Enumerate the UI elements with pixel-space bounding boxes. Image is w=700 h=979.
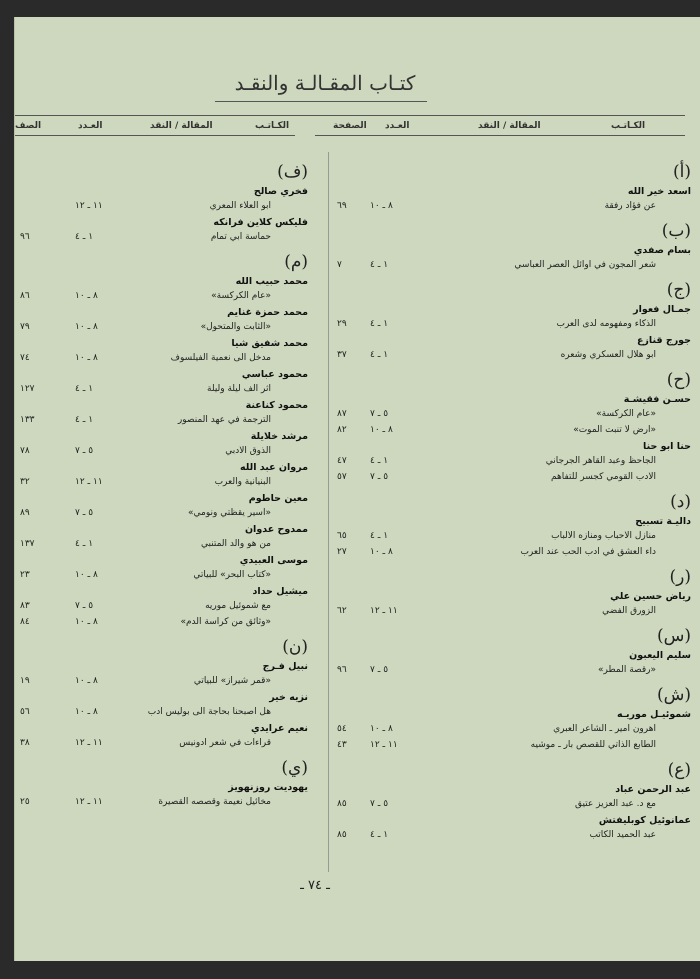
entry-row <box>15 291 700 305</box>
header-article-right: المقالة / النقد <box>478 121 541 131</box>
entry-page: ٢٣ <box>20 570 30 580</box>
entry-title: قراءات في شعر ادونيس <box>179 738 271 748</box>
entry-issue: ١١ ـ ١٢ <box>370 740 398 750</box>
entry-issue: ٥ ـ ٧ <box>370 472 389 482</box>
entry-page: ٩٦ <box>337 665 347 675</box>
entry-page: ٦٥ <box>337 531 347 541</box>
header-article-left: المقالة / النقد <box>150 121 213 131</box>
entry-row <box>15 724 700 738</box>
entry-issue: ٥ ـ ٧ <box>75 508 94 518</box>
entry-issue: ٨ ـ ١٠ <box>75 322 98 332</box>
section-letter: (ع) <box>667 760 691 780</box>
entry-title: ابو هلال العسكري وشعره <box>560 350 656 360</box>
entry-page: ٢٥ <box>20 797 30 807</box>
entry-row <box>15 617 700 631</box>
section-letter: (ن) <box>282 637 308 657</box>
entry-page: ٣٢ <box>20 477 30 487</box>
author-name: ميشيل حداد <box>252 586 308 597</box>
entry-row <box>15 601 700 615</box>
entry-issue: ١١ ـ ١٢ <box>75 477 103 487</box>
entry-title: عن فؤاد رفقة <box>604 201 656 211</box>
entry-page: ٨٥ <box>337 830 347 840</box>
author-name: فخري صالح <box>253 186 308 197</box>
entry-row <box>15 477 700 491</box>
author-name: نبيل فـرج <box>262 661 308 672</box>
entry-title: داء العشق في ادب الحب عند العرب <box>520 547 656 557</box>
author-name: جورج قنازع <box>636 335 691 346</box>
author-name: محمد شفيق شيا <box>231 338 308 349</box>
entry-title: «رقصة المطر» <box>598 665 656 675</box>
entry-page: ١٢٧ <box>20 384 35 394</box>
section-letter: (ف) <box>277 162 308 182</box>
author-name: معين حاطوم <box>248 493 308 504</box>
entry-issue: ٨ ـ ١٠ <box>75 570 98 580</box>
entry-page: ١٣٣ <box>20 415 35 425</box>
header-rule-top <box>15 115 685 116</box>
entry-issue: ١ ـ ٤ <box>370 319 389 329</box>
title-underline <box>215 101 427 102</box>
entry-title: «عام الكركسة» <box>211 291 271 301</box>
entry-row <box>15 415 700 429</box>
section-letter: (ر) <box>669 567 691 587</box>
entry-row <box>15 738 700 752</box>
entry-page: ٣٨ <box>20 738 30 748</box>
author-name: حسـن فقيشـة <box>623 394 691 405</box>
entry-issue: ٥ ـ ٧ <box>75 601 94 611</box>
entry-title: منازل الاحباب ومنازه الالباب <box>551 531 656 541</box>
header-page-right: الصفحة <box>333 121 367 131</box>
entry-page: ٨٤ <box>20 617 30 627</box>
entry-page: ٨٧ <box>337 409 347 419</box>
entry-page: ٥٦ <box>20 707 30 717</box>
author-name: فليكس كلاين فرانكه <box>213 217 308 228</box>
author-name: محمد حمزة غنايم <box>227 307 308 318</box>
entry-issue: ٥ ـ ٧ <box>370 799 389 809</box>
author-name: اسعد خير الله <box>627 186 691 197</box>
section-letter: (س) <box>656 626 691 646</box>
entry-title: شعر المجون في اوائل العصر العباسي <box>514 260 656 270</box>
entry-row <box>15 260 700 274</box>
author-name: يهوديت روزنهويز <box>228 782 308 793</box>
entry-title: ابو العلاء المعري <box>209 201 271 211</box>
entry-page: ٨٣ <box>20 601 30 611</box>
author-name: موسى العبيدي <box>239 555 308 566</box>
entry-issue: ٨ ـ ١٠ <box>370 425 393 435</box>
entry-page: ٥٤ <box>337 724 347 734</box>
section-letter: (ح) <box>666 370 691 390</box>
entry-title: مع شموئيل موريه <box>205 601 271 611</box>
author-name: محمد حبيب الله <box>235 276 308 287</box>
entry-issue: ٨ ـ ١٠ <box>75 291 98 301</box>
section-letter: (أ) <box>673 162 691 182</box>
entry-title: الزورق الفضي <box>602 606 656 616</box>
entry-page: ٨٦ <box>20 291 30 301</box>
section-letter: (ي) <box>281 758 308 778</box>
entry-title: الذكاء ومفهومه لدى العرب <box>556 319 656 329</box>
entry-title: حماسة ابي تمام <box>210 232 271 242</box>
header-issue-left: العـدد <box>78 121 103 131</box>
entry-issue: ١ ـ ٤ <box>370 830 389 840</box>
author-name: محمود كناعنة <box>245 400 308 411</box>
section-letter: (د) <box>670 492 691 512</box>
author-name: نزيه خير <box>269 692 308 703</box>
entry-issue: ٨ ـ ١٠ <box>370 724 393 734</box>
header-issue-right: العـدد <box>385 121 410 131</box>
entry-page: ١٣٧ <box>20 539 35 549</box>
entry-title: الجاحظ وعبد القاهر الجرجاني <box>545 456 656 466</box>
author-name: نعيم عرايدي <box>251 723 308 734</box>
entry-title: «ارض لا تنبت الموت» <box>573 425 656 435</box>
entry-issue: ٨ ـ ١٠ <box>75 617 98 627</box>
entry-title: «اسير يقظتي ونومي» <box>188 508 271 518</box>
entry-issue: ١ ـ ٤ <box>370 531 389 541</box>
page-number: ـ ٧٤ ـ <box>300 878 330 893</box>
entry-title: «الثابت والمتحول» <box>200 322 271 332</box>
entry-page: ٨٢ <box>337 425 347 435</box>
entry-issue: ١ ـ ٤ <box>75 415 94 425</box>
author-name: داليـة تسبيح <box>635 516 691 527</box>
entry-title: الذوق الادبي <box>225 446 271 456</box>
entry-title: اثر الف ليلة وليلة <box>207 384 271 394</box>
entry-issue: ٨ ـ ١٠ <box>75 353 98 363</box>
entry-title: «قمر شيراز» للبياتي <box>193 676 271 686</box>
header-rule-right <box>315 135 685 136</box>
document-page <box>14 17 700 961</box>
author-name: شموئيـل موريـه <box>616 709 691 720</box>
entry-title: اهرون امير ـ الشاعر العبري <box>553 724 656 734</box>
header-rule-left <box>15 135 295 136</box>
entry-issue: ١ ـ ٤ <box>75 384 94 394</box>
entry-issue: ١١ ـ ١٢ <box>75 797 103 807</box>
entry-title: «عام الكركسة» <box>596 409 656 419</box>
entry-row <box>15 539 700 553</box>
page-title: كتـاب المقـالـة والنقـد <box>234 71 416 95</box>
entry-row <box>15 322 700 336</box>
entry-row <box>15 353 700 367</box>
entry-title: «كتاب البحر» للبياتي <box>193 570 271 580</box>
entry-title: عبد الحميد الكاتب <box>589 830 656 840</box>
entry-page: ٤٣ <box>337 740 347 750</box>
entry-row <box>15 508 700 522</box>
author-name: سليم اليعبون <box>629 650 691 661</box>
entry-title: الادب القومي كجسر للتفاهم <box>550 472 656 482</box>
entry-title: هل اصبحنا بحاجة الى بوليس ادب <box>147 707 271 717</box>
section-letter: (ش) <box>656 685 691 705</box>
section-letter: (ب) <box>661 221 691 241</box>
entry-page: ٨٥ <box>337 799 347 809</box>
section-letter: (م) <box>284 252 308 272</box>
entry-issue: ٨ ـ ١٠ <box>75 676 98 686</box>
entry-issue: ١ ـ ٤ <box>75 232 94 242</box>
entry-issue: ١ ـ ٤ <box>370 350 389 360</box>
entry-title: مدخل الى نعمية الفيلسوف <box>170 353 271 363</box>
author-name: مروان عبد الله <box>240 462 308 473</box>
entry-page: ٩٦ <box>20 232 30 242</box>
header-page-left: الصف <box>15 121 42 131</box>
entry-row <box>15 707 700 721</box>
entry-issue: ١ ـ ٤ <box>370 260 389 270</box>
entry-title: مع د. عبد العزيز عتيق <box>574 799 656 809</box>
section-letter: (ج) <box>666 280 691 300</box>
entry-title: الترجمة في عهد المنصور <box>177 415 271 425</box>
entry-row <box>15 830 700 844</box>
entry-title: البنيانية والعرب <box>214 477 271 487</box>
author-name: عمانوئيل كوبليفتش <box>598 815 691 826</box>
entry-row <box>15 232 700 246</box>
entry-page: ٢٧ <box>337 547 347 557</box>
entry-page: ٧٤ <box>20 353 30 363</box>
entry-page: ٤٧ <box>337 456 347 466</box>
author-name: بسام صفدي <box>633 245 691 256</box>
entry-row <box>15 201 700 215</box>
entry-title: مخائيل نعيمة وقصصه القصيرة <box>158 797 271 807</box>
entry-row <box>15 446 700 460</box>
entry-issue: ٨ ـ ١٠ <box>370 201 393 211</box>
entry-row <box>15 676 700 690</box>
author-name: رياض حسين علي <box>610 591 691 602</box>
header-writer-left: الكـاتـب <box>255 121 290 131</box>
entry-page: ٧٨ <box>20 446 30 456</box>
entry-page: ٢٩ <box>337 319 347 329</box>
entry-page: ٦٩ <box>337 201 347 211</box>
entry-issue: ١١ ـ ١٢ <box>75 738 103 748</box>
entry-issue: ٥ ـ ٧ <box>75 446 94 456</box>
entry-page: ٥٧ <box>337 472 347 482</box>
entry-issue: ١١ ـ ١٢ <box>370 606 398 616</box>
entry-page: ٦٢ <box>337 606 347 616</box>
entry-issue: ١ ـ ٤ <box>75 539 94 549</box>
author-name: حنا ابو حنا <box>643 441 691 452</box>
entry-issue: ١ ـ ٤ <box>370 456 389 466</box>
author-name: عبد الرحمن عباد <box>615 784 691 795</box>
entry-page: ٣٧ <box>337 350 347 360</box>
author-name: ممدوح عدوان <box>244 524 308 535</box>
entry-title: الطابع الذاتي للقصص بار ـ موشيه <box>530 740 656 750</box>
entry-page: ١٩ <box>20 676 30 686</box>
entry-title: «وثائق من كراسة الدم» <box>180 617 271 627</box>
entry-issue: ٥ ـ ٧ <box>370 665 389 675</box>
entry-issue: ٥ ـ ٧ <box>370 409 389 419</box>
entry-page: ٨٩ <box>20 508 30 518</box>
entry-row <box>15 797 700 811</box>
author-name: مرشد خلايلة <box>250 431 308 442</box>
entry-issue: ١١ ـ ١٢ <box>75 201 103 211</box>
author-name: جمـال فعوار <box>633 304 691 315</box>
author-name: محمود عباسي <box>241 369 308 380</box>
entry-issue: ٨ ـ ١٠ <box>370 547 393 557</box>
header-writer-right: الكـاتـب <box>611 121 646 131</box>
entry-title: من هو والد المتنبي <box>200 539 271 549</box>
entry-page: ٧٩ <box>20 322 30 332</box>
entry-row <box>15 384 700 398</box>
entry-row <box>15 570 700 584</box>
entry-issue: ٨ ـ ١٠ <box>75 707 98 717</box>
entry-page: ٧ <box>337 260 342 270</box>
